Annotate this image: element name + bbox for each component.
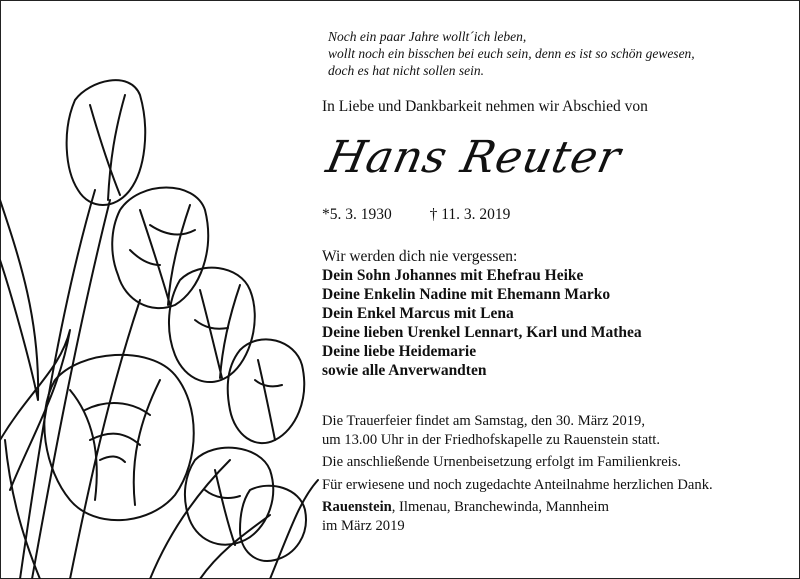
poem — [328, 28, 788, 79]
mourner-line: sowie alle Anverwandten — [322, 362, 487, 379]
mourners-intro: Wir werden dich nie vergessen: — [322, 248, 518, 265]
tulip-bouquet-drawing-icon — [0, 60, 320, 579]
funeral-line: um 13.00 Uhr in der Friedhofskapelle zu Rauenstein statt. — [322, 431, 661, 448]
mourner-line: Dein Sohn Johannes mit Ehefrau Heike — [322, 267, 584, 284]
mourner-line: Deine liebe Heidemarie — [322, 343, 477, 360]
poem-line: doch es hat nicht sollen sein. — [328, 63, 484, 78]
life-dates — [322, 206, 510, 224]
mourner-line: Deine lieben Urenkel Lennart, Karl und Mathea — [322, 324, 642, 341]
places-line — [322, 498, 782, 517]
place-main: Rauenstein — [322, 499, 392, 515]
birth-date: *5. 3. 1930 — [322, 206, 392, 223]
place-others: , Ilmenau, Branchewinda, Mannheim — [391, 499, 609, 515]
farewell-intro: In Liebe und Dankbarkeit nehmen wir Abschied von — [322, 98, 648, 115]
death-date: † 11. 3. 2019 — [429, 206, 511, 223]
mourner-line: Deine Enkelin Nadine mit Ehemann Marko — [322, 286, 611, 303]
urn-burial-note: Die anschließende Urnenbeisetzung erfolgt im Familienkreis. — [322, 454, 682, 470]
poem-line: Noch ein paar Jahre wollt´ich leben, — [328, 29, 527, 44]
funeral-line: Die Trauerfeier findet am Samstag, den 30. März 2019, — [322, 413, 646, 429]
deceased-name: Hans Reuter — [322, 132, 626, 183]
notice-date: im März 2019 — [322, 517, 405, 534]
thanks-note: Für erwiesene und noch zugedachte Anteilnahme herzlichen Dank. — [322, 476, 713, 493]
service-info — [322, 412, 782, 535]
poem-line: wollt noch ein bisschen bei euch sein, denn es ist so schön gewesen, — [328, 46, 695, 61]
mourners-list — [322, 247, 642, 380]
mourner-line: Dein Enkel Marcus mit Lena — [322, 305, 514, 322]
